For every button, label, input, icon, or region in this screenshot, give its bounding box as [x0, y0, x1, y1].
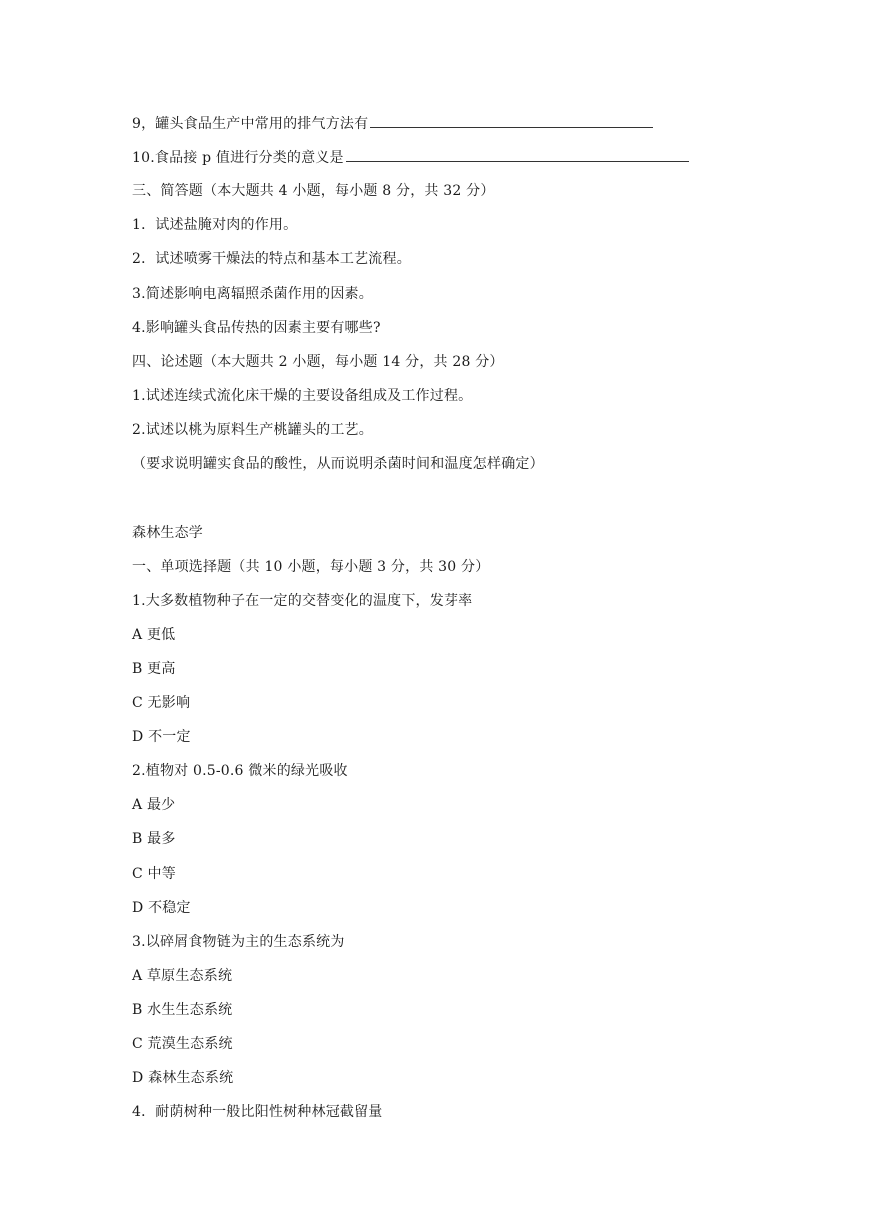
mc-question-1-option-a: A 更低 — [132, 627, 176, 643]
mc-question-2: 2.植物对 0.5-0.6 微米的绿光吸收 — [132, 763, 348, 779]
mc-question-2-option-b: B 最多 — [132, 831, 176, 847]
section-1-header: 一、单项选择题（共 10 小题，每小题 3 分，共 30 分） — [132, 559, 490, 575]
question-10-text: 10.食品接 p 值进行分类的意义是 — [132, 150, 344, 166]
mc-question-1: 1.大多数植物种子在一定的交替变化的温度下，发芽率 — [132, 593, 473, 609]
mc-question-2-option-d: D 不稳定 — [132, 900, 191, 916]
section-3-question-4: 4.影响罐头食品传热的因素主要有哪些? — [132, 320, 381, 336]
mc-question-3: 3.以碎屑食物链为主的生态系统为 — [132, 934, 345, 950]
mc-question-4: 4．耐荫树种一般比阳性树种林冠截留量 — [132, 1104, 383, 1120]
mc-question-3-option-d: D 森林生态系统 — [132, 1070, 234, 1086]
section-3-question-2: 2．试述喷雾干燥法的特点和基本工艺流程。 — [132, 251, 411, 267]
section-3-question-1: 1．试述盐腌对肉的作用。 — [132, 217, 298, 233]
question-9 — [132, 113, 653, 134]
mc-question-2-option-c: C 中等 — [132, 866, 176, 882]
answer-blank — [370, 113, 653, 128]
answer-blank — [346, 147, 689, 162]
mc-question-1-option-d: D 不一定 — [132, 729, 191, 745]
mc-question-1-option-c: C 无影响 — [132, 695, 191, 711]
question-9-text: 9，罐头食品生产中常用的排气方法有 — [132, 116, 369, 132]
section-4-question-2: 2.试述以桃为原料生产桃罐头的工艺。 — [132, 422, 373, 438]
mc-question-3-option-a: A 草原生态系统 — [132, 968, 233, 984]
mc-question-1-option-b: B 更高 — [132, 661, 176, 677]
section-4-header: 四、论述题（本大题共 2 小题，每小题 14 分，共 28 分） — [132, 354, 504, 370]
section-4-note: （要求说明罐实食品的酸性，从而说明杀菌时间和温度怎样确定） — [132, 456, 544, 472]
section-4-question-1: 1.试述连续式流化床干燥的主要设备组成及工作过程。 — [132, 388, 473, 404]
section-3-question-3: 3.简述影响电离辐照杀菌作用的因素。 — [132, 286, 373, 302]
mc-question-3-option-b: B 水生生态系统 — [132, 1002, 233, 1018]
mc-question-2-option-a: A 最少 — [132, 797, 176, 813]
course-title: 森林生态学 — [132, 525, 203, 541]
question-10 — [132, 147, 689, 168]
section-3-header: 三、简答题（本大题共 4 小题，每小题 8 分，共 32 分） — [132, 183, 495, 199]
mc-question-3-option-c: C 荒漠生态系统 — [132, 1036, 233, 1052]
